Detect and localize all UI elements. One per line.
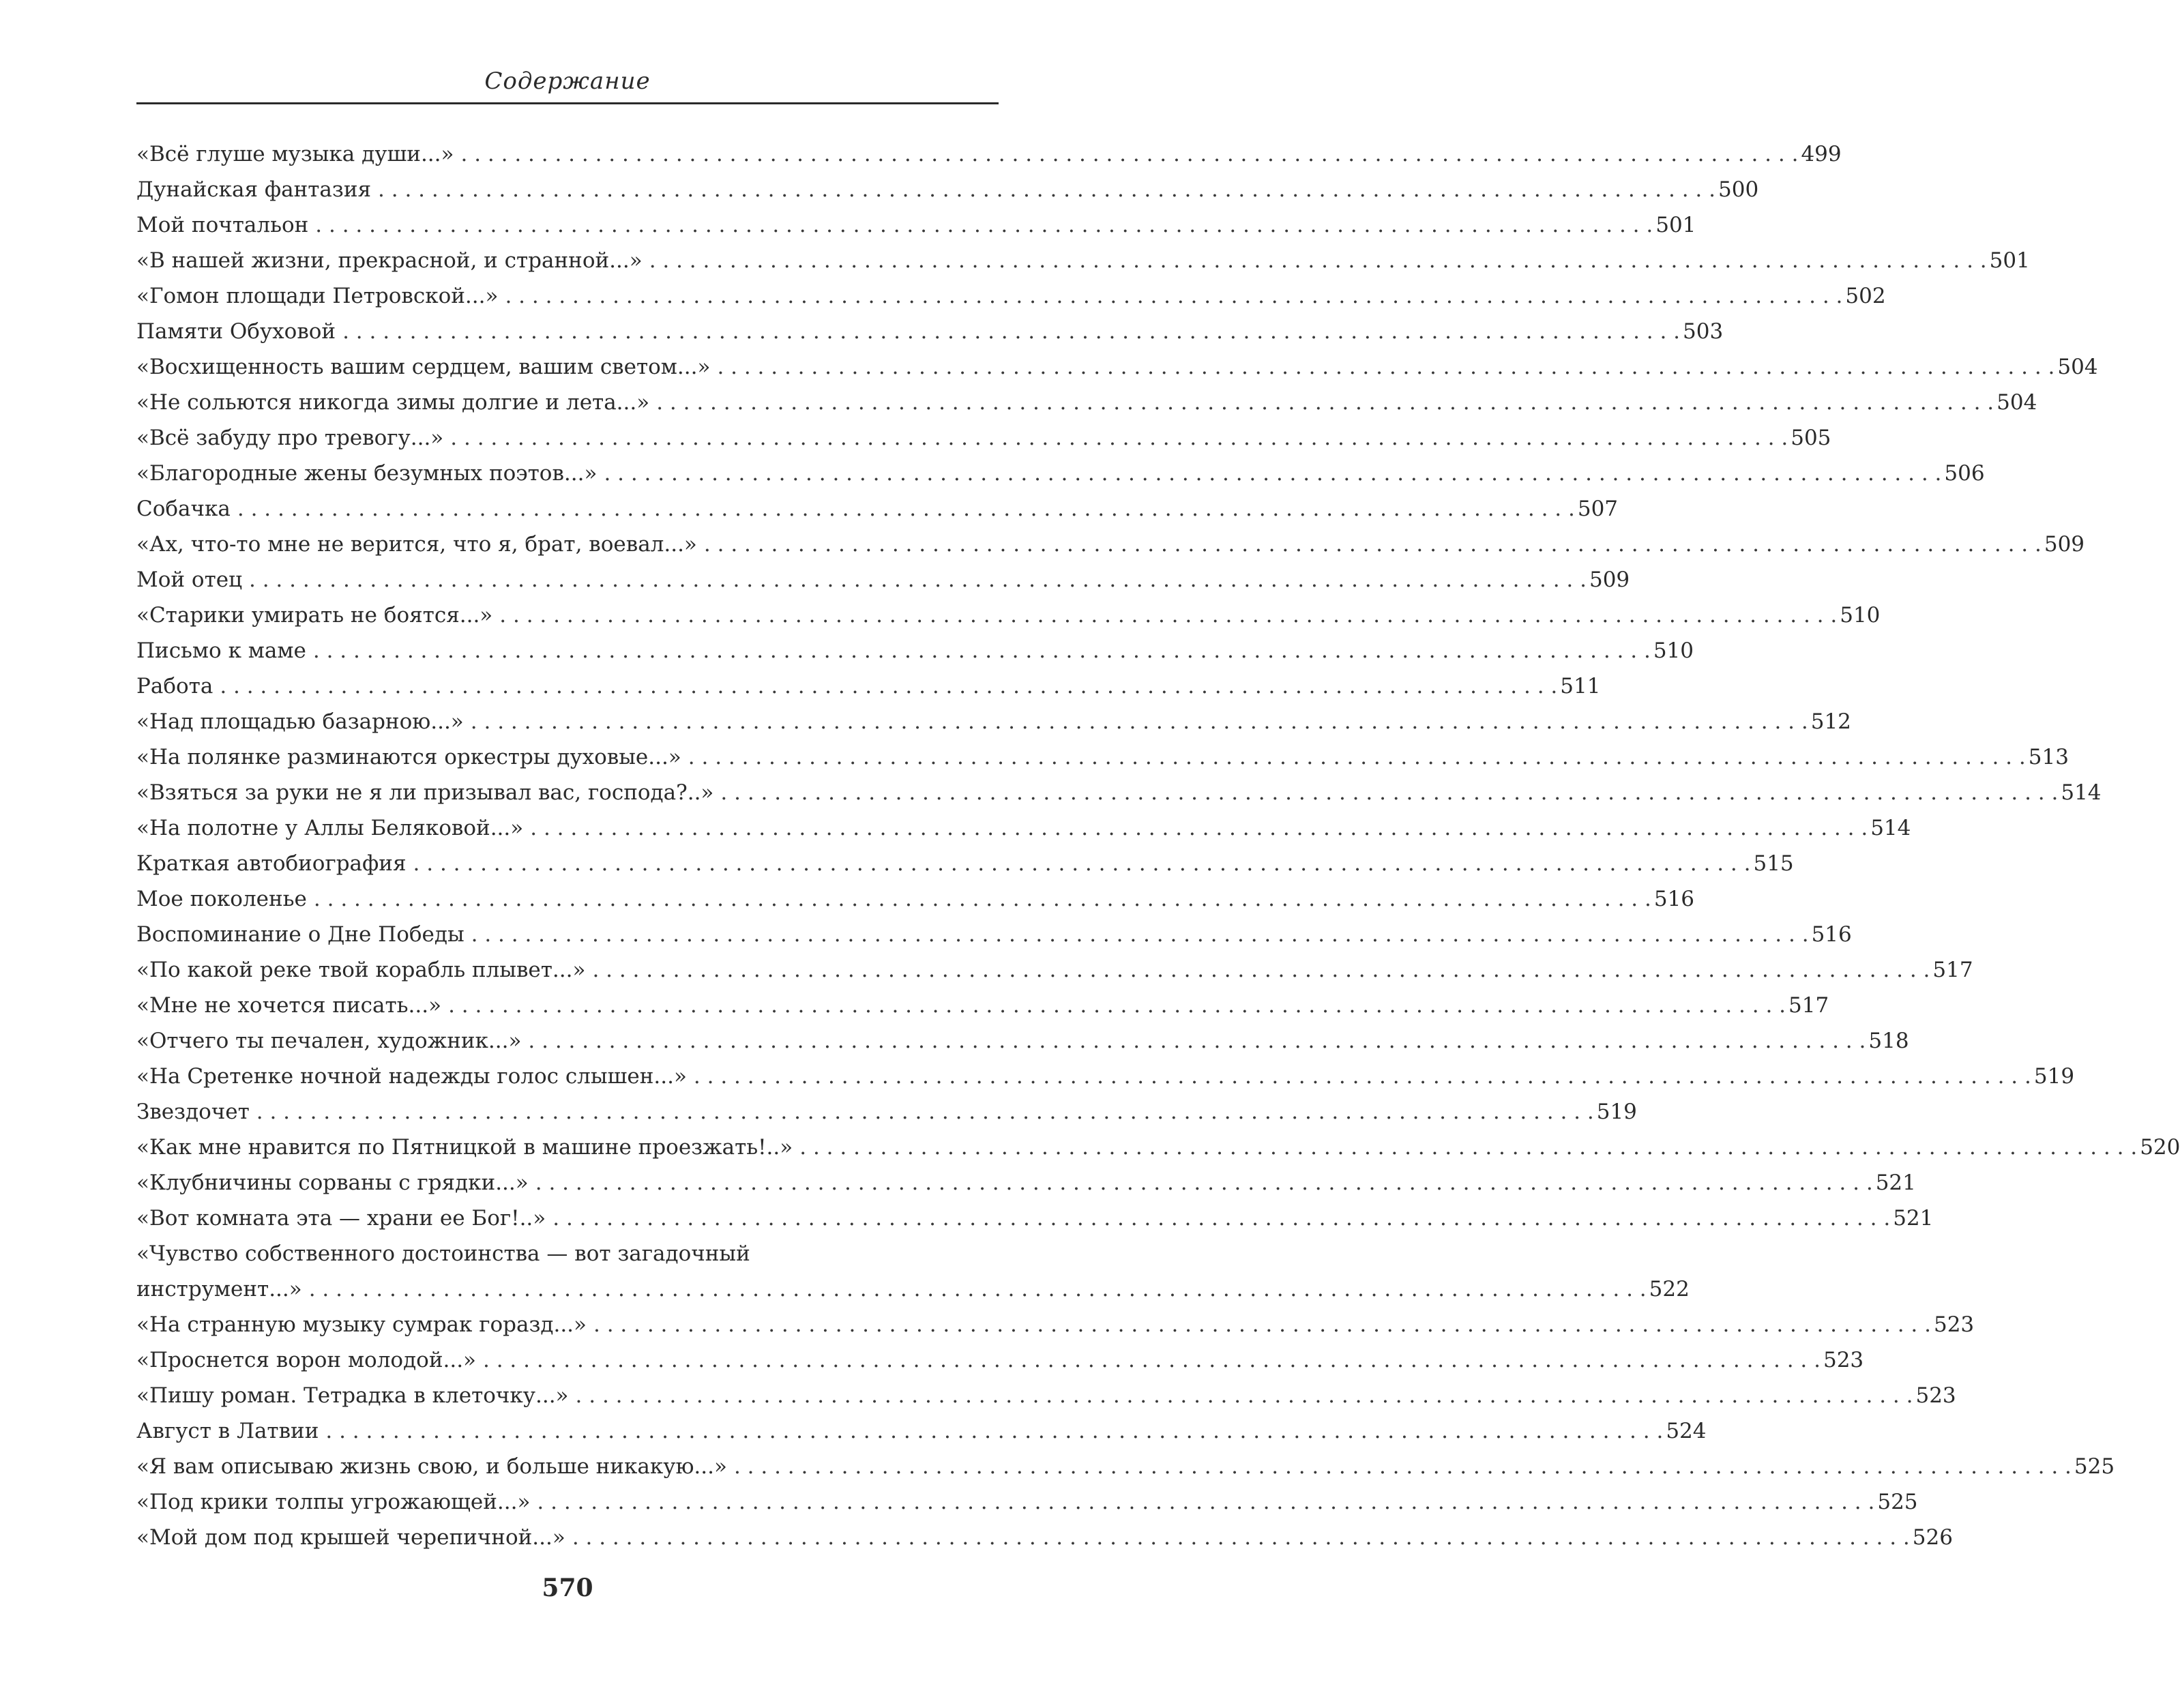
toc-entry-title: «Проснется ворон молодой...» [136,1348,477,1372]
dot-leader [378,172,1715,207]
toc-entry-title: Воспоминание о Дне Победы [136,922,465,947]
toc-entry-page: 523 [1823,1348,1864,1372]
toc-entry-title: Краткая автобиография [136,851,407,876]
toc-entry [136,278,1886,314]
toc-entry-page: 523 [1933,1312,1975,1337]
toc-entry-title: «Клубничины сорваны с грядки...» [136,1170,529,1195]
toc-entry [136,1413,1707,1449]
dot-leader [460,136,1798,172]
dot-leader [256,1094,1594,1130]
toc-entry-line [136,1201,1934,1236]
toc-entry-line [136,172,1759,207]
toc-entry [136,1094,1637,1130]
toc-entry-page: 520 [2140,1135,2180,1160]
toc-entry-page: 504 [2057,355,2098,379]
dot-leader [309,1271,1647,1307]
toc-entry [136,1484,1918,1520]
dot-leader [799,1130,2137,1165]
dot-leader [325,1413,1663,1449]
toc-entry-page: 501 [1655,213,1696,237]
toc-entry-first-line [136,1236,999,1271]
dot-leader [313,633,1651,668]
dot-leader [537,1484,1874,1520]
toc-entry-title: Собачка [136,497,231,521]
toc-entry-page: 514 [2061,780,2102,805]
toc-entry [136,1378,1956,1413]
toc-entry [136,1023,1909,1059]
toc-entry [136,1059,2075,1094]
toc-entry-title: «Я вам описываю жизнь свою, и больше никакую...» [136,1454,727,1479]
dot-leader [471,917,1809,952]
dot-leader [572,1520,1910,1555]
toc-entry-title: Дунайская фантазия [136,177,372,202]
toc-entry-page: 506 [1944,461,1985,486]
toc-entry [136,491,1619,527]
toc-entry [136,846,1794,881]
toc-entry [136,136,1842,172]
toc-entry-page: 525 [2074,1454,2115,1479]
table-of-contents [136,136,2180,1555]
toc-entry-page: 517 [1932,958,1973,982]
toc-entry [136,527,2085,562]
toc-entry-page: 510 [1840,603,1881,628]
dot-leader [694,1059,2031,1094]
toc-entry-page: 522 [1649,1277,1690,1301]
toc-entry-page: 509 [2044,532,2085,557]
toc-entry-page: 523 [1915,1383,1956,1408]
toc-entry-page: 519 [1596,1100,1637,1124]
toc-entry-page: 521 [1893,1206,1934,1231]
toc-entry-line [136,491,1619,527]
dot-leader [734,1449,2072,1484]
dot-leader [471,704,1808,739]
toc-entry [136,1342,1864,1378]
toc-entry-line [136,1378,1956,1413]
toc-entry-line [136,1484,1918,1520]
toc-entry-line [136,1165,1916,1201]
toc-entry [136,633,1694,668]
toc-entry [136,881,1695,917]
toc-entry-page: 502 [1845,284,1886,308]
dot-leader [656,385,1994,420]
dot-leader [483,1342,1821,1378]
toc-entry-line [136,278,1886,314]
dot-leader [528,1023,1866,1059]
toc-entry-title: «Под крики толпы угрожающей...» [136,1490,531,1514]
toc-entry-title: «Пишу роман. Тетрадка в клеточку...» [136,1383,569,1408]
toc-entry-title: «Восхищенность вашим сердцем, вашим светом...» [136,355,711,379]
dot-leader [576,1378,1913,1413]
toc-entry-title: «Всё забуду про тревогу...» [136,426,444,450]
toc-entry-title: «Как мне нравится по Пятницкой в машине проезжать!..» [136,1135,793,1160]
toc-entry-title: «Вот комната эта — храни ее Бог!..» [136,1206,546,1231]
toc-entry-title: Август в Латвии [136,1419,319,1443]
toc-entry [136,243,2030,278]
toc-entry-line [136,1130,2180,1165]
toc-entry-line [136,952,1973,988]
toc-entry-page: 516 [1653,887,1695,911]
toc-entry-line [136,1413,1707,1449]
toc-entry-title: Работа [136,674,213,698]
toc-entry [136,739,2069,775]
toc-entry-title: «Чувство собственного достоинства — вот загадочный [136,1241,750,1266]
toc-entry-title: Мое поколенье [136,887,307,911]
toc-entry [136,1201,1934,1236]
dot-leader [220,668,1557,704]
toc-entry-line [136,1449,2115,1484]
toc-entry [136,1307,1975,1342]
dot-leader [720,775,2058,810]
toc-entry [136,988,1829,1023]
toc-entry-line [136,527,2085,562]
toc-entry-title: Письмо к маме [136,638,306,663]
toc-entry-line [136,562,1630,598]
toc-entry-page: 526 [1912,1525,1953,1550]
toc-entry-line [136,988,1829,1023]
toc-entry [136,598,1881,633]
toc-entry-page: 500 [1718,177,1759,202]
toc-entry-page: 505 [1791,426,1831,450]
toc-entry-line [136,1342,1864,1378]
dot-leader [593,1307,1931,1342]
dot-leader [604,456,1941,491]
toc-entry-line [136,1059,2075,1094]
toc-entry [136,1165,1916,1201]
toc-entry-line [136,349,2098,385]
toc-entry-page: 501 [1989,248,2030,273]
toc-entry-page: 503 [1683,319,1724,344]
toc-entry-line [136,1307,1975,1342]
toc-entry-line [136,775,2102,810]
toc-entry-page: 518 [1868,1029,1909,1053]
toc-entry-line [136,668,1601,704]
toc-entry-title: «На Сретенке ночной надежды голос слышен...» [136,1064,687,1089]
toc-entry-line [136,704,1851,739]
toc-entry [136,1520,1953,1555]
toc-entry-line [136,456,1985,491]
dot-leader [649,243,1987,278]
dot-leader [704,527,2042,562]
toc-entry-page: 521 [1875,1170,1916,1195]
toc-entry [136,952,1973,988]
dot-leader [553,1201,1890,1236]
toc-entry [136,810,1911,846]
toc-entry-line [136,207,1696,243]
toc-entry-title: «Мой дом под крышей черепичной...» [136,1525,565,1550]
toc-entry-page: 499 [1801,142,1842,166]
toc-entry-page: 507 [1577,497,1619,521]
toc-entry-title: «Гомон площади Петровской...» [136,284,499,308]
toc-entry [136,668,1601,704]
dot-leader [249,562,1587,598]
toc-entry [136,314,1724,349]
toc-entry-line [136,881,1695,917]
toc-entry-title: «Всё глуше музыка души...» [136,142,454,166]
toc-entry-page: 504 [1997,390,2037,415]
toc-entry-title: «Взяться за руки не я ли призывал вас, господа?..» [136,780,714,805]
dot-leader [315,207,1653,243]
toc-entry-title: Звездочет [136,1100,250,1124]
toc-entry-page: 524 [1666,1419,1707,1443]
toc-entry-line [136,598,1881,633]
toc-entry-title: «В нашей жизни, прекрасной, и странной...» [136,248,643,273]
toc-entry-title: «Не сольются никогда зимы долгие и лета...» [136,390,650,415]
toc-entry-title: «На странную музыку сумрак горазд...» [136,1312,587,1337]
toc-entry [136,1236,1690,1307]
toc-entry-page: 509 [1589,568,1630,592]
toc-entry [136,704,1851,739]
toc-entry-line [136,1094,1637,1130]
toc-entry-page: 512 [1810,709,1851,734]
dot-leader [237,491,1575,527]
toc-entry-title: «На полянке разминаются оркестры духовые...» [136,745,681,769]
toc-entry-line [136,420,1831,456]
toc-entry-title: «На полотне у Аллы Беляковой...» [136,816,524,840]
toc-entry-title: «Отчего ты печален, художник...» [136,1029,522,1053]
toc-entry-title: «Ах, что-то мне не верится, что я, брат, воевал...» [136,532,697,557]
toc-entry [136,1130,2180,1165]
header-rule [136,102,999,104]
dot-leader [505,278,1842,314]
dot-leader [688,739,2026,775]
toc-entry-page: 516 [1811,922,1852,947]
toc-entry-line [136,810,1911,846]
dot-leader [592,952,1930,988]
toc-entry-title: Мой отец [136,568,243,592]
toc-entry-page: 517 [1788,993,1829,1018]
dot-leader [530,810,1868,846]
toc-entry-title: Мой почтальон [136,213,309,237]
toc-entry-title: «Мне не хочется писать...» [136,993,442,1018]
toc-entry-title-continuation: инструмент...» [136,1277,302,1301]
toc-entry [136,1449,2115,1484]
toc-entry-title: «Благородные жены безумных поэтов...» [136,461,598,486]
toc-entry-page: 519 [2033,1064,2075,1089]
toc-entry [136,207,1696,243]
toc-entry-line [136,385,2037,420]
toc-entry-page: 514 [1870,816,1911,840]
toc-entry-page: 513 [2028,745,2069,769]
running-header: Содержание [484,68,651,95]
toc-entry-line [136,1023,1909,1059]
dot-leader [499,598,1837,633]
toc-entry-line [136,136,1842,172]
toc-entry [136,172,1759,207]
dot-leader [448,988,1786,1023]
toc-entry [136,420,1831,456]
dot-leader [413,846,1751,881]
toc-entry-line [136,917,1852,952]
toc-entry [136,349,2098,385]
toc-entry [136,562,1630,598]
toc-entry-line [136,846,1794,881]
toc-entry-line [136,739,2069,775]
toc-entry-page: 515 [1753,851,1794,876]
toc-entry-page: 511 [1560,674,1601,698]
toc-entry-line [136,1271,1690,1307]
dot-leader [314,881,1651,917]
toc-entry-line [136,633,1694,668]
toc-entry [136,385,2037,420]
toc-entry-page: 525 [1877,1490,1918,1514]
toc-entry [136,917,1852,952]
dot-leader [450,420,1788,456]
toc-entry-line [136,314,1724,349]
toc-entry-line [136,243,2030,278]
dot-leader [717,349,2054,385]
toc-entry [136,456,1985,491]
toc-entry-line [136,1520,1953,1555]
toc-entry-title: «По какой реке твой корабль плывет...» [136,958,586,982]
toc-entry-page: 510 [1653,638,1694,663]
toc-entry-title: «Старики умирать не боятся...» [136,603,493,628]
dot-leader [535,1165,1873,1201]
toc-entry [136,775,2102,810]
dot-leader [342,314,1680,349]
page-number: 570 [542,1574,593,1602]
toc-entry-title: Памяти Обуховой [136,319,336,344]
toc-entry-title: «Над площадью базарною...» [136,709,464,734]
